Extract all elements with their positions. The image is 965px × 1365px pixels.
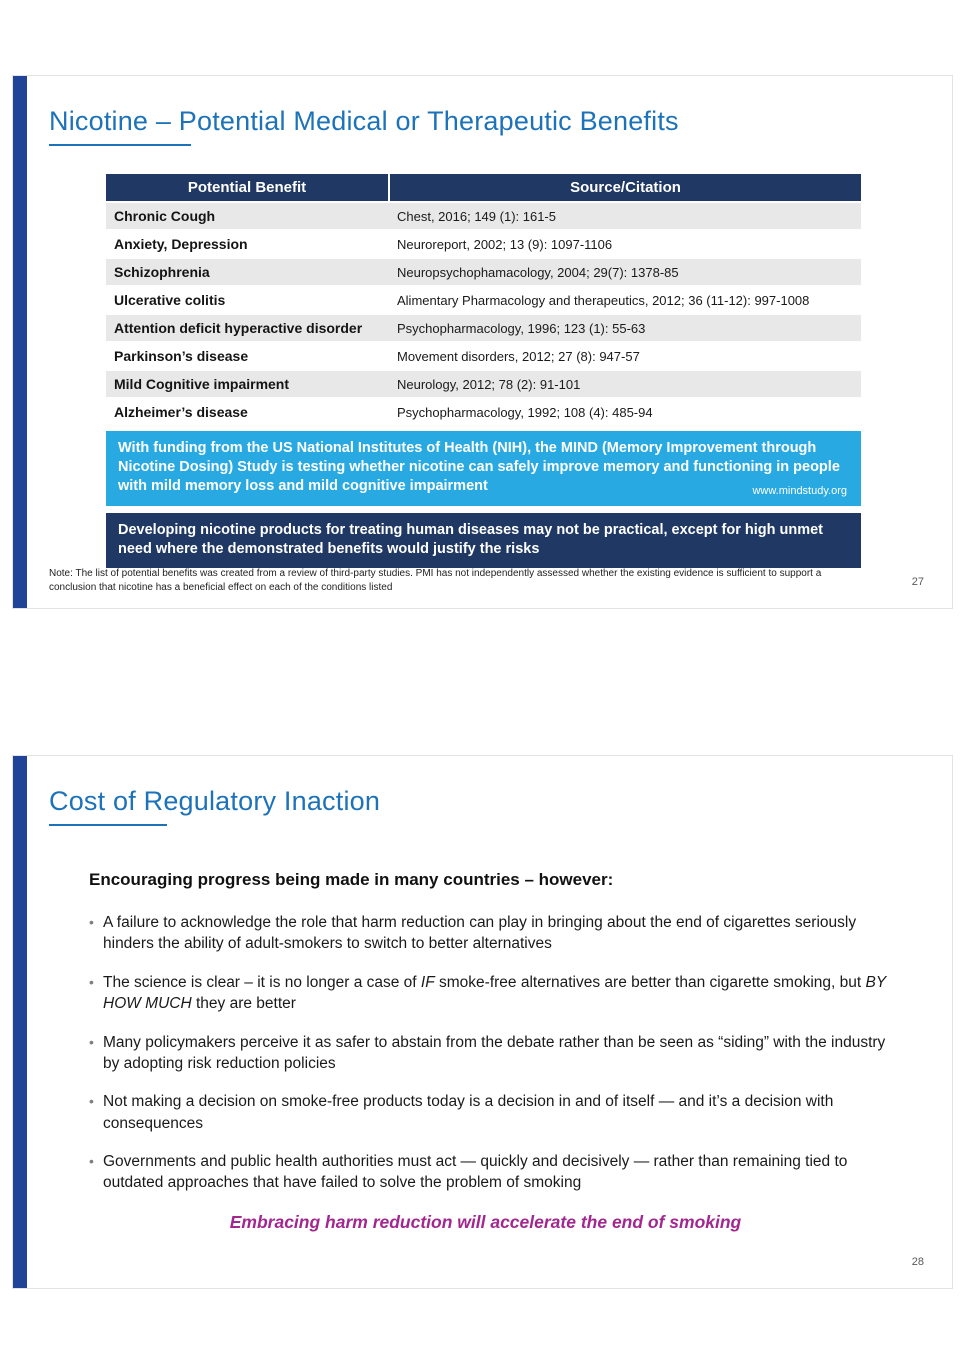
slide-accent-bar bbox=[13, 756, 27, 1288]
callout-text: With funding from the US National Institutes of Health (NIH), the MIND (Memory Improvement through Nicotine Dosing) Study is testing whether nicotine can safely improve memory and functioning in people with mild memory loss and mild cognitive impairment bbox=[118, 440, 840, 494]
list-item bbox=[89, 912, 889, 955]
benefit-cell: Schizophrenia bbox=[106, 258, 389, 286]
source-cell: Psychopharmacology, 1992; 108 (4): 485-94 bbox=[389, 398, 861, 426]
list-item bbox=[89, 1151, 889, 1194]
list-item bbox=[89, 1091, 889, 1134]
col-header-benefit: Potential Benefit bbox=[106, 174, 389, 202]
closing-statement: Embracing harm reduction will accelerate the end of smoking bbox=[229, 1211, 742, 1232]
bullet-icon: • bbox=[89, 1033, 94, 1050]
benefit-cell: Parkinson’s disease bbox=[106, 342, 389, 370]
slide-title: Cost of Regulatory Inaction bbox=[49, 786, 381, 816]
mindstudy-link[interactable]: www.mindstudy.org bbox=[752, 485, 847, 498]
benefit-cell: Anxiety, Depression bbox=[106, 230, 389, 258]
source-cell: Chest, 2016; 149 (1): 161-5 bbox=[389, 202, 861, 230]
list-item bbox=[89, 972, 889, 1015]
nih-callout bbox=[106, 431, 861, 506]
table-row bbox=[106, 258, 861, 286]
lead-heading: Encouraging progress being made in many countries – however: bbox=[89, 870, 614, 889]
bullet-icon: • bbox=[89, 914, 94, 930]
slide-title: Nicotine – Potential Medical or Therapeutic Benefits bbox=[49, 106, 679, 136]
bullet-list bbox=[89, 912, 889, 1194]
table-row bbox=[106, 370, 861, 398]
footnote: Note: The list of potential benefits was created from a review of third-party studies. PMI has not independently assessed whether the existing evidence is sufficient to support a conclusion that nicotine has a beneficial effect on each of the conditions listed bbox=[49, 568, 822, 593]
col-header-source: Source/Citation bbox=[389, 174, 861, 202]
source-cell: Neuropsychophamacology, 2004; 29(7): 1378-85 bbox=[389, 258, 861, 286]
table-row bbox=[106, 230, 861, 258]
slide-28 bbox=[12, 755, 953, 1289]
bullet-icon: • bbox=[89, 1153, 94, 1169]
bullet-text: The science is clear – it is no longer a case of IF smoke-free alternatives are better than cigarette smoking, but BY HOW MUCH they are better bbox=[103, 973, 886, 1013]
table-row bbox=[106, 314, 861, 342]
benefit-cell: Alzheimer’s disease bbox=[106, 398, 389, 426]
benefit-cell: Chronic Cough bbox=[106, 202, 389, 230]
slide-accent-bar bbox=[13, 76, 27, 608]
table-row bbox=[106, 398, 861, 426]
list-item bbox=[89, 1032, 889, 1075]
source-cell: Movement disorders, 2012; 27 (8): 947-57 bbox=[389, 342, 861, 370]
source-cell: Neurology, 2012; 78 (2): 91-101 bbox=[389, 370, 861, 398]
slide-27 bbox=[12, 75, 953, 609]
title-underline bbox=[49, 144, 191, 146]
bullet-text: A failure to acknowledge the role that harm reduction can play in bringing about the end of cigarettes seriously hinders the ability of adult-smokers to switch to better alternatives bbox=[103, 914, 857, 953]
title-underline bbox=[49, 824, 167, 826]
source-cell: Alimentary Pharmacology and therapeutics, 2012; 36 (11-12): 997-1008 bbox=[389, 286, 861, 314]
box-stack bbox=[106, 431, 861, 568]
table-row bbox=[106, 342, 861, 370]
bullet-text: Many policymakers perceive it as safer to abstain from the debate rather than be seen as “siding” with the industry by adopting risk reduction policies bbox=[103, 1033, 886, 1072]
table-row bbox=[106, 202, 861, 230]
benefits-table bbox=[106, 174, 861, 427]
page-number-27: 27 bbox=[911, 576, 924, 588]
bullet-text: Not making a decision on smoke-free products today is a decision in and of itself — and it’s a decision with consequences bbox=[103, 1093, 834, 1132]
benefit-cell: Mild Cognitive impairment bbox=[106, 370, 389, 398]
bullet-icon: • bbox=[89, 973, 94, 990]
benefit-cell: Attention deficit hyperactive disorder bbox=[106, 314, 389, 342]
conclusion-banner: Developing nicotine products for treating human diseases may not be practical, except for high unmet need where the demonstrated benefits would justify the risks bbox=[106, 513, 861, 568]
benefit-cell: Ulcerative colitis bbox=[106, 286, 389, 314]
table-header-row bbox=[106, 174, 861, 202]
bullet-text: Governments and public health authorities must act — quickly and decisively — rather than remaining tied to outdated approaches that have failed to solve the problem of smoking bbox=[103, 1153, 848, 1192]
page-number-28: 28 bbox=[911, 1256, 924, 1268]
table-row bbox=[106, 286, 861, 314]
benefits-table-body bbox=[106, 202, 861, 426]
source-cell: Neuroreport, 2002; 13 (9): 1097-1106 bbox=[389, 230, 861, 258]
bullet-icon: • bbox=[89, 1093, 94, 1110]
source-cell: Psychopharmacology, 1996; 123 (1): 55-63 bbox=[389, 314, 861, 342]
